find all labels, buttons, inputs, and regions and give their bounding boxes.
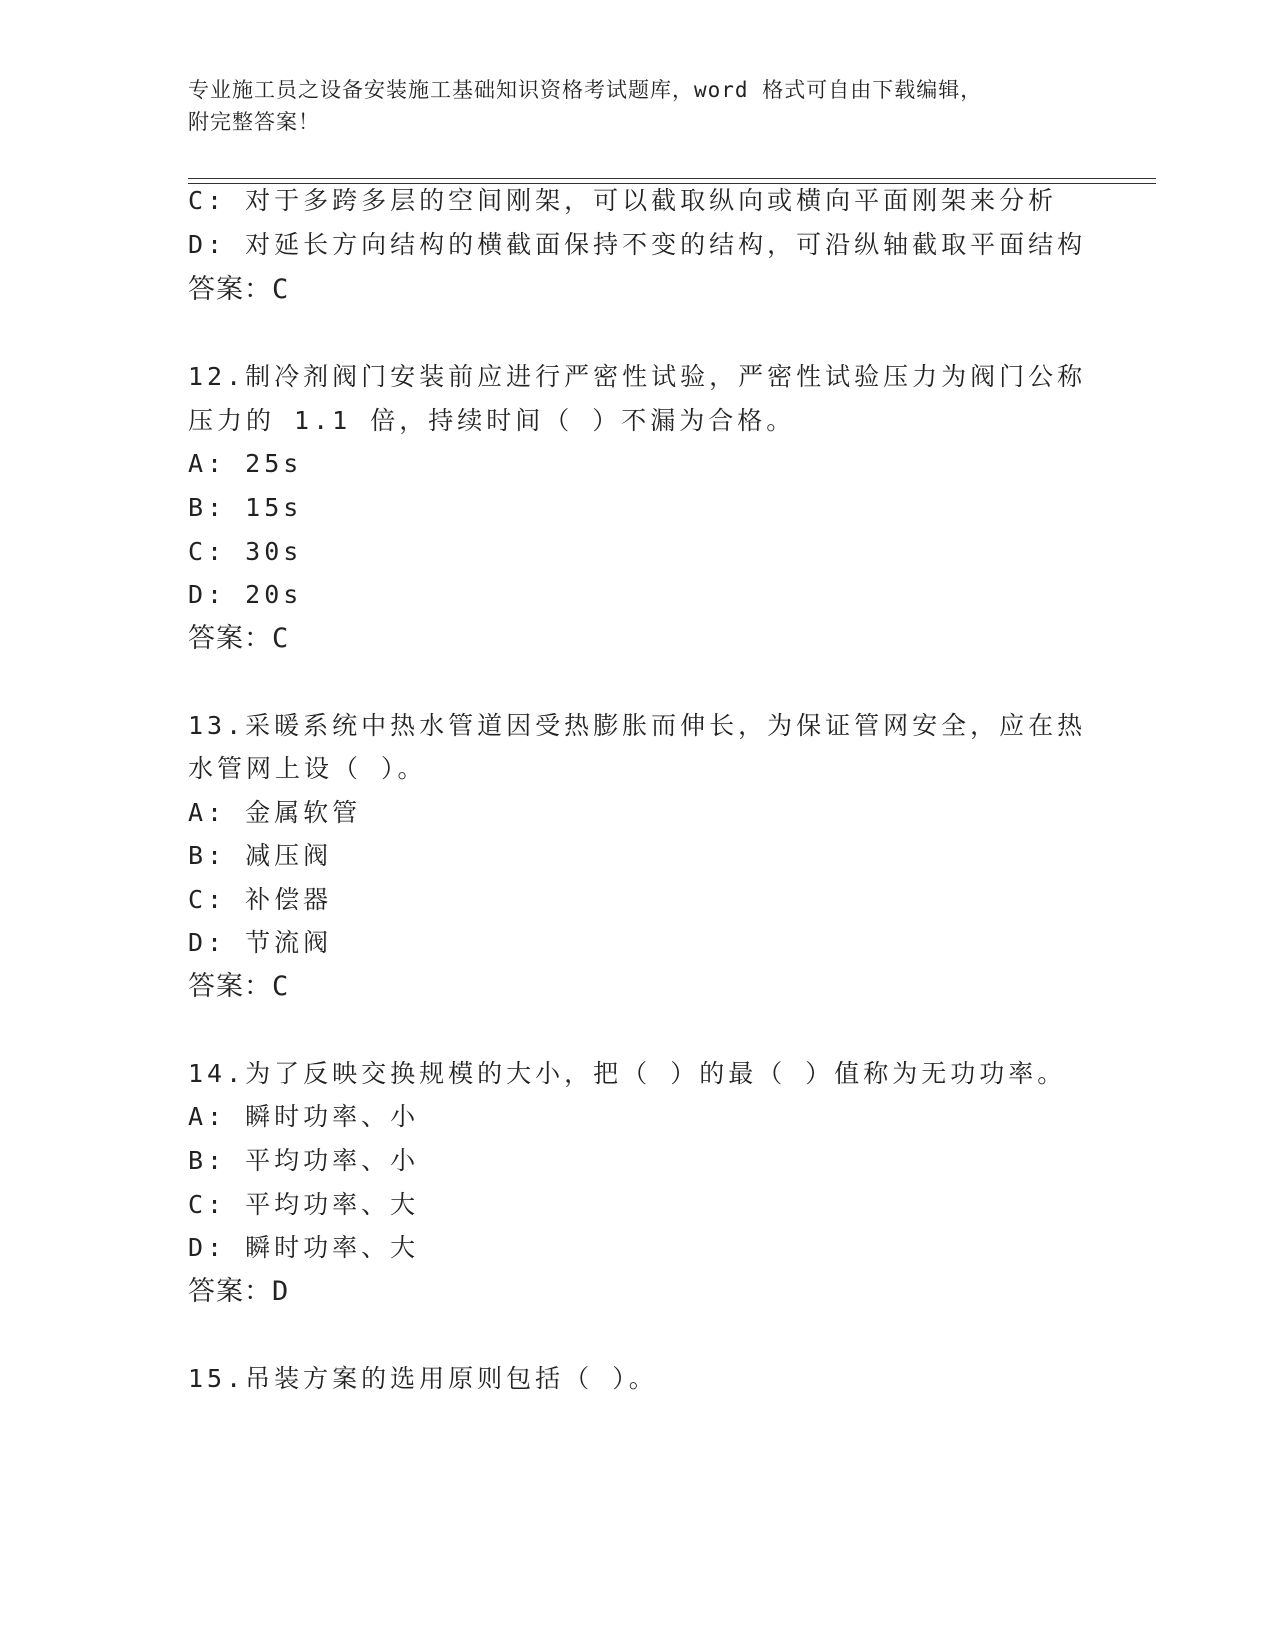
question-12-answer bbox=[188, 624, 289, 654]
question-13-stem-line-2: 水管网上设（ ）。 bbox=[188, 754, 427, 783]
answer-label: 答案： bbox=[188, 1276, 272, 1307]
question-15-stem-line-1: 15.吊装方案的选用原则包括（ ）。 bbox=[188, 1364, 658, 1393]
question-13-option-d: D: 节流阀 bbox=[188, 928, 333, 957]
header-line-1: 专业施工员之设备安装施工基础知识资格考试题库，word 格式可自由下载编辑， bbox=[188, 78, 983, 102]
header-divider-top bbox=[188, 178, 1156, 179]
question-14-option-c: C: 平均功率、大 bbox=[188, 1190, 420, 1219]
header-line-2: 附完整答案！ bbox=[188, 110, 320, 134]
answer-label: 答案： bbox=[188, 274, 272, 305]
option-d: D: 对延长方向结构的横截面保持不变的结构，可沿纵轴截取平面结构 bbox=[188, 230, 1087, 259]
question-13-option-c: C: 补偿器 bbox=[188, 885, 333, 914]
question-13-option-b: B: 减压阀 bbox=[188, 841, 333, 870]
question-12-option-a: A: 25s bbox=[188, 449, 303, 478]
answer bbox=[188, 275, 289, 305]
question-12-stem-line-1: 12.制冷剂阀门安装前应进行严密性试验，严密性试验压力为阀门公称 bbox=[188, 362, 1087, 391]
answer-value: C bbox=[272, 623, 290, 654]
document-header bbox=[188, 74, 1068, 138]
header-divider-bottom bbox=[188, 183, 1156, 184]
answer-label: 答案： bbox=[188, 623, 272, 654]
option-c: C: 对于多跨多层的空间刚架，可以截取纵向或横向平面刚架来分析 bbox=[188, 186, 1058, 215]
question-14-stem-line-1: 14.为了反映交换规模的大小，把（ ）的最（ ）值称为无功功率。 bbox=[188, 1059, 1067, 1088]
answer-value: C bbox=[272, 971, 290, 1002]
question-13-answer bbox=[188, 972, 289, 1002]
question-14-answer bbox=[188, 1277, 289, 1307]
question-13-option-a: A: 金属软管 bbox=[188, 798, 362, 827]
question-14-option-a: A: 瞬时功率、小 bbox=[188, 1102, 420, 1131]
question-12-option-d: D: 20s bbox=[188, 580, 303, 609]
answer-value: D bbox=[272, 1276, 290, 1307]
answer-value: C bbox=[272, 274, 290, 305]
question-12-option-b: B: 15s bbox=[188, 493, 303, 522]
question-14-option-d: D: 瞬时功率、大 bbox=[188, 1233, 420, 1262]
answer-label: 答案： bbox=[188, 971, 272, 1002]
question-14-option-b: B: 平均功率、小 bbox=[188, 1146, 420, 1175]
question-13-stem-line-1: 13.采暖系统中热水管道因受热膨胀而伸长，为保证管网安全，应在热 bbox=[188, 711, 1087, 740]
question-12-stem-line-2: 压力的 1.1 倍，持续时间（ ）不漏为合格。 bbox=[188, 406, 796, 435]
question-12-option-c: C: 30s bbox=[188, 537, 303, 566]
